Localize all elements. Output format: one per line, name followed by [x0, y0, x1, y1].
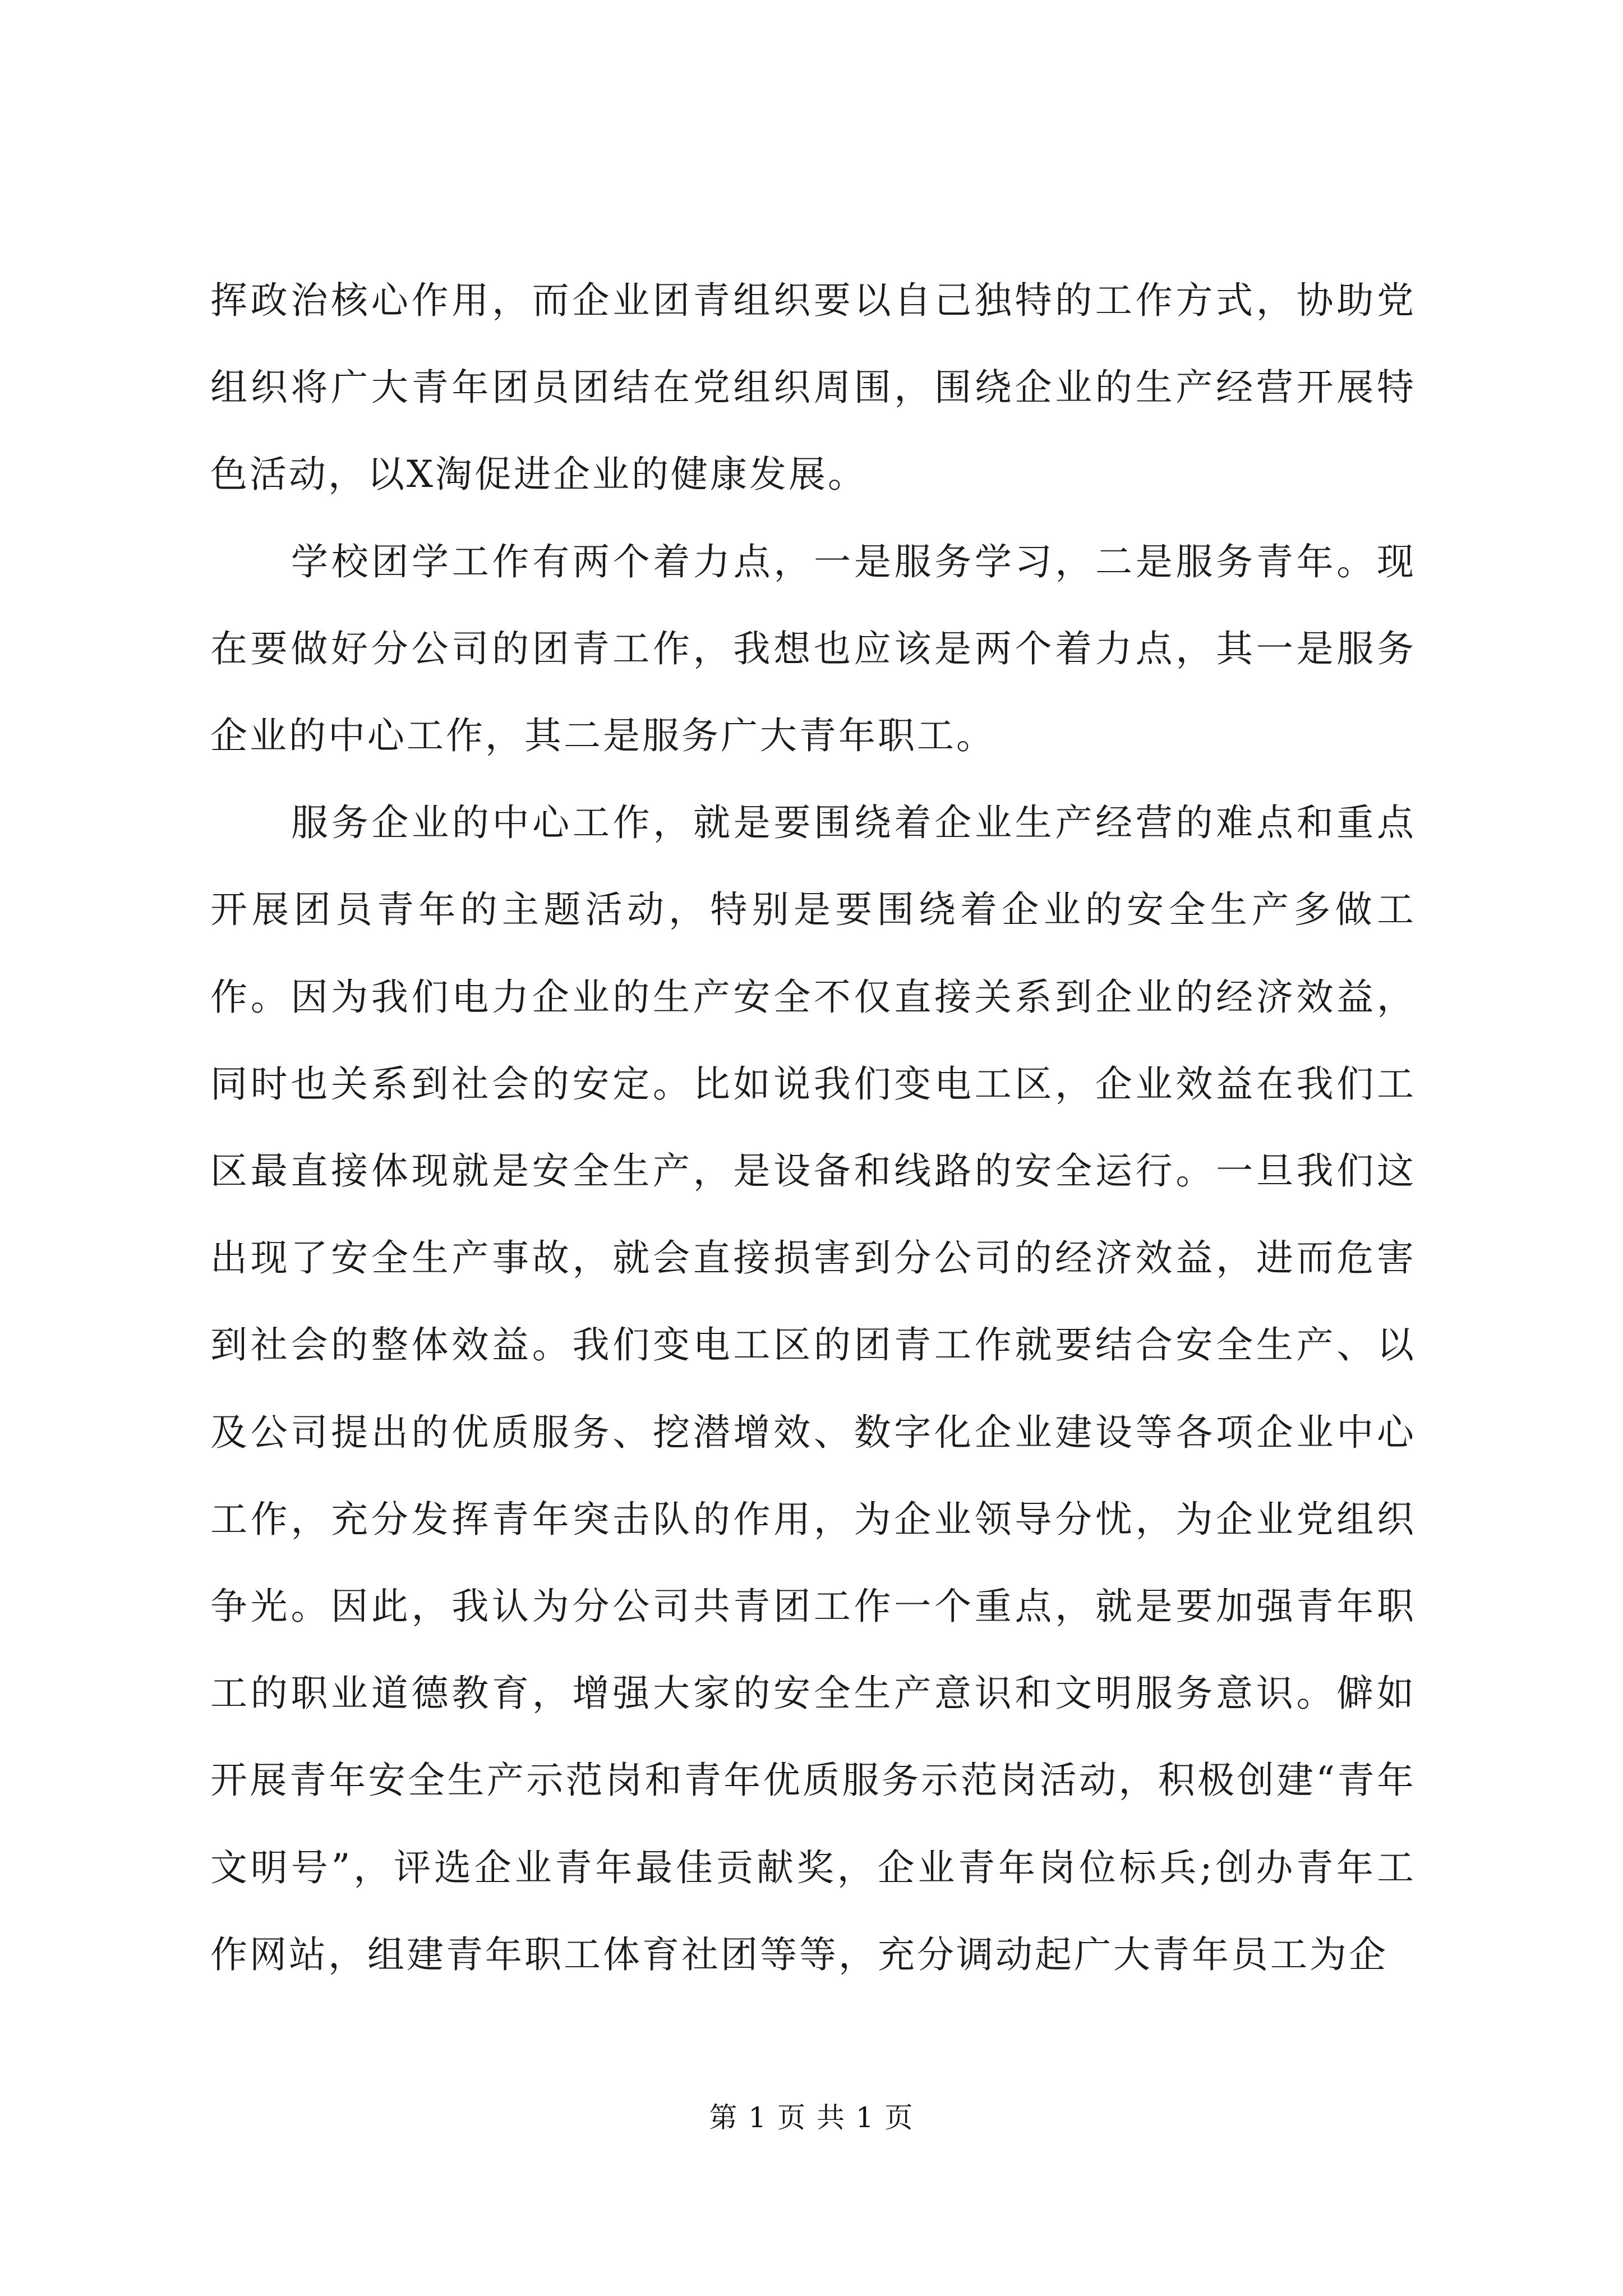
document-body: [210, 257, 1416, 1998]
paragraph-3: 服务企业的中心工作，就是要围绕着企业生产经营的难点和重点开展团员青年的主题活动，特别是要围绕着企业的安全生产多做工作。因为我们电力企业的生产安全不仅直接关系到企业的经济效益，同时也关系到社会的安定。比如说我们变电工区，企业效益在我们工区最直接体现就是安全生产，是设备和线路的安全运行。一旦我们这出现了安全生产事故，就会直接损害到分公司的经济效益，进而危害到社会的整体效益。我们变电工区的团青工作就要结合安全生产、以及公司提出的优质服务、挖潜增效、数字化企业建设等各项企业中心工作，充分发挥青年突击队的作用，为企业领导分忧，为企业党组织争光。因此，我认为分公司共青团工作一个重点，就是要加强青年职工的职业道德教育，增强大家的安全生产意识和文明服务意识。僻如开展青年安全生产示范岗和青年优质服务示范岗活动，积极创建“青年文明号”，评选企业青年最佳贡献奖，企业青年岗位标兵;创办青年工作网站，组建青年职工体育社团等等，充分调动起广大青年员工为企: [210, 801, 1416, 1976]
page-footer: 第 1 页 共 1 页: [709, 2101, 914, 2134]
paragraph-1: 挥政治核心作用，而企业团青组织要以自己独特的工作方式，协助党组织将广大青年团员团结在党组织周围，围绕企业的生产经营开展特色活动，以X淘促进企业的健康发展。: [210, 279, 1416, 496]
paragraph-2: 学校团学工作有两个着力点，一是服务学习，二是服务青年。现在要做好分公司的团青工作，我想也应该是两个着力点，其一是服务企业的中心工作，其二是服务广大青年职工。: [210, 540, 1416, 758]
